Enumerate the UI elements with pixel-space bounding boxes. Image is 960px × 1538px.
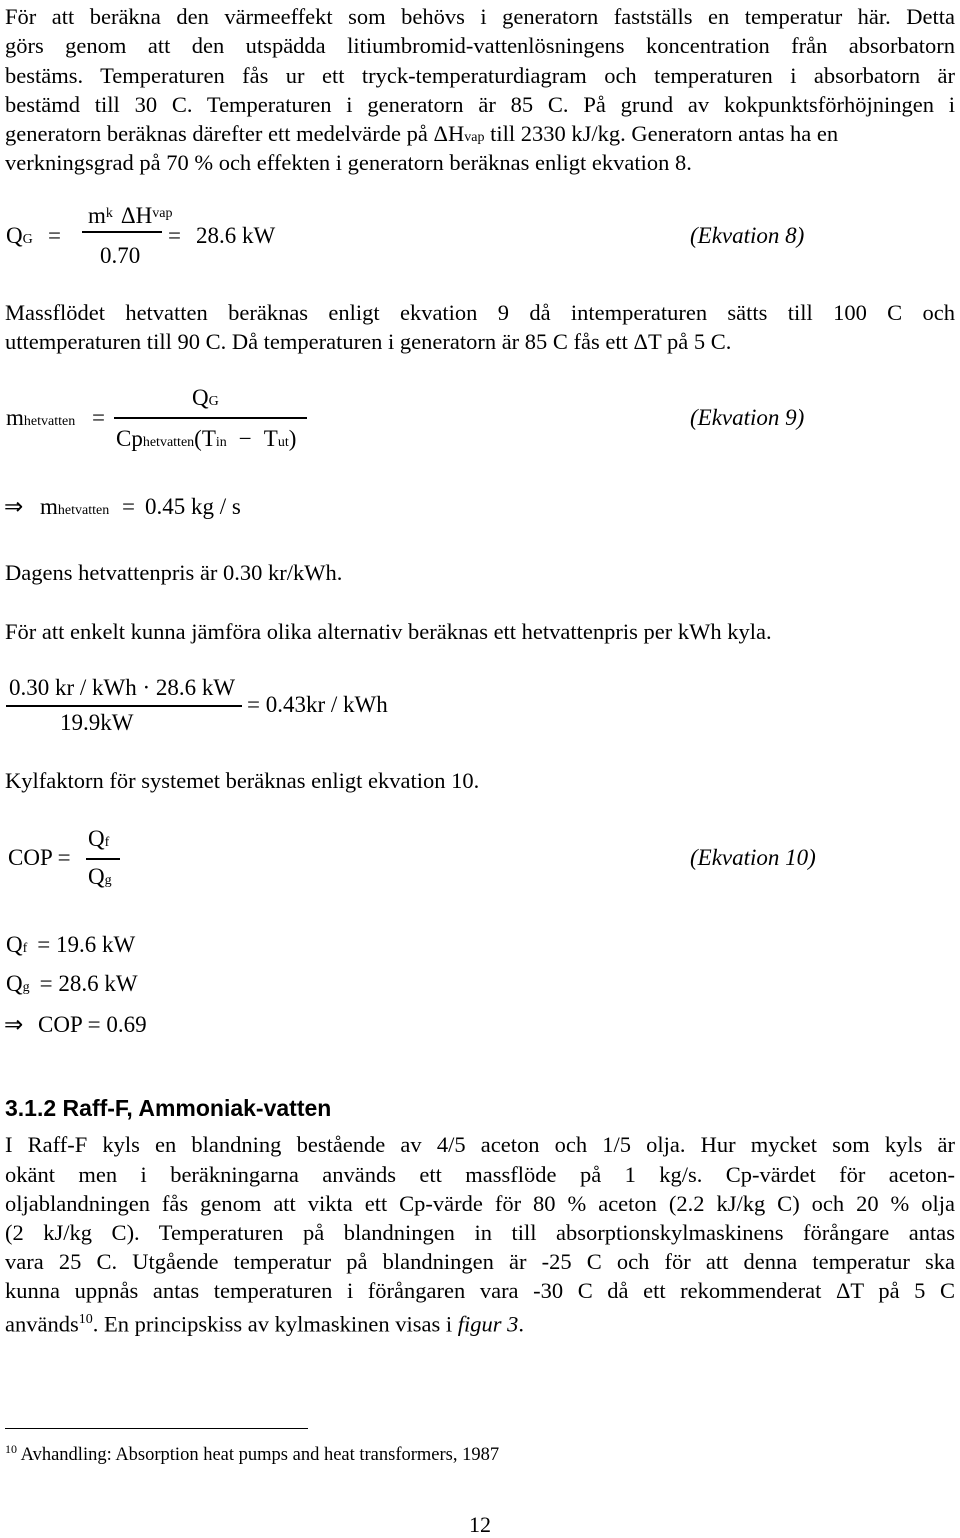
cop-denominator: Qg [88,864,112,889]
intro-line-4: bestämd till 30 C. Temperaturen i generatorn är 85 C. På grund av kokpunktsförhöjningen i [5,92,955,117]
qg-line: Qg = 28.6 kW [6,971,138,996]
eq9-lhs: mhetvatten [6,405,76,430]
footnote-rule [5,1428,308,1429]
cop-lhs: COP = [8,845,71,870]
eq8-label: (Ekvation 8) [690,223,805,248]
eq8-equals-2: = [168,223,181,248]
mass-line-1: Massflödet hetvatten beräknas enligt ekvation 9 då intemperaturen sätts till 100 C och [5,300,955,325]
eq8-numerator: $m^k$ $\Delta H^{vap}$ [88,203,173,228]
section-line-2: okänt men i beräkningarna används ett massflöde på 1 kg/s. Cp-värdet för aceton- [5,1162,955,1187]
footnote: $^{10}$ Avhandling: Absorption heat pumps and heat transformers, 1987 [5,1442,500,1466]
eq8-fraction-bar [82,231,162,233]
eq8-lhs: QG [6,223,33,248]
price-line: Dagens hetvattenpris är 0.30 kr/kWh. [5,560,343,585]
eq8-equals-1: = [48,223,61,248]
section-heading: 3.1.2 Raff-F, Ammoniak-vatten [5,1095,332,1121]
intro-line-2: görs genom att den utspädda litiumbromid-vattenlösningens koncentration från absorbatorn [5,33,955,58]
intro-line-3: bestäms. Temperaturen fås ur ett tryck-temperaturdiagram och temperaturen i absorbatorn är [5,63,955,88]
section-line-5: vara 25 C. Utgående temperatur på blandningen är -25 C och för att denna temperatur ska [5,1249,955,1274]
intro-line-5: generatorn beräknas därefter ett medelvärde på ΔHvap till 2330 kJ/kg. Generatorn antas ha en [5,121,839,146]
eq8-denominator: 0.70 [100,243,141,268]
intro-line-6: verkningsgrad på 70 % och effekten i generatorn beräknas enligt ekvation 8. [5,150,692,175]
mass-line-2: uttemperaturen till 90 C. Då temperaturen i generatorn är 85 C fås ett ΔT på 5 C. [5,329,732,354]
eq9-result-value: 0.45 kg / s [145,494,241,519]
eq9-denominator: Cphetvatten(Tin − Tut) [116,426,297,451]
price-compare-line: För att enkelt kunna jämföra olika alternativ beräknas ett hetvattenpris per kWh kyla. [5,619,772,644]
eq9-fraction-bar [114,417,307,419]
cop-numerator: Qf [88,826,110,851]
eq9-result-lhs: mhetvatten [40,494,110,519]
eq9-result-equals: = [122,494,135,519]
intro-line-1: För att beräkna den värmeeffekt som behövs i generatorn fastställs en temperatur här. Detta [5,4,955,29]
section-line-3: oljablandningen fås genom att vikta ett Cp-värde för 80 % aceton (2.2 kJ/kg C) och 20 % olja [5,1191,955,1216]
qf-line: Qf = 19.6 kW [6,932,136,957]
page-number: 12 [469,1512,491,1537]
cop-label: (Ekvation 10) [690,845,816,870]
eq9-numerator: QG [192,385,219,410]
section-line-1: I Raff-F kyls en blandning bestående av 4/5 aceton och 1/5 olja. Hur mycket som kyls är [5,1132,955,1157]
section-line-7: används$^{10}$. En principskiss av kylmaskinen visas i figur 3. [5,1311,524,1337]
cop-intro-line: Kylfaktorn för systemet beräknas enligt ekvation 10. [5,768,480,793]
eq9-label: (Ekvation 9) [690,405,805,430]
eq9-equals: = [92,405,105,430]
eq8-result: 28.6 kW [196,223,276,248]
section-line-6: kunna uppnås antas temperaturen i förångaren vara -30 C då ett rekommenderat ΔT på 5 C [5,1278,955,1303]
cop-implies-arrow: ⇒ [4,1012,24,1037]
price-numerator: 0.30 kr / kWh · 28.6 kW [9,675,236,700]
eq9-implies-arrow: ⇒ [4,494,24,519]
price-denominator: 19.9kW [60,710,134,735]
cop-result: COP = 0.69 [38,1012,147,1037]
price-fraction-bar [6,705,242,707]
cop-fraction-bar [86,858,120,860]
price-result: = 0.43kr / kWh [247,692,388,717]
section-line-4: (2 kJ/kg C). Temperaturen på blandningen in till absorptionskylmaskinens förångare antas [5,1220,955,1245]
